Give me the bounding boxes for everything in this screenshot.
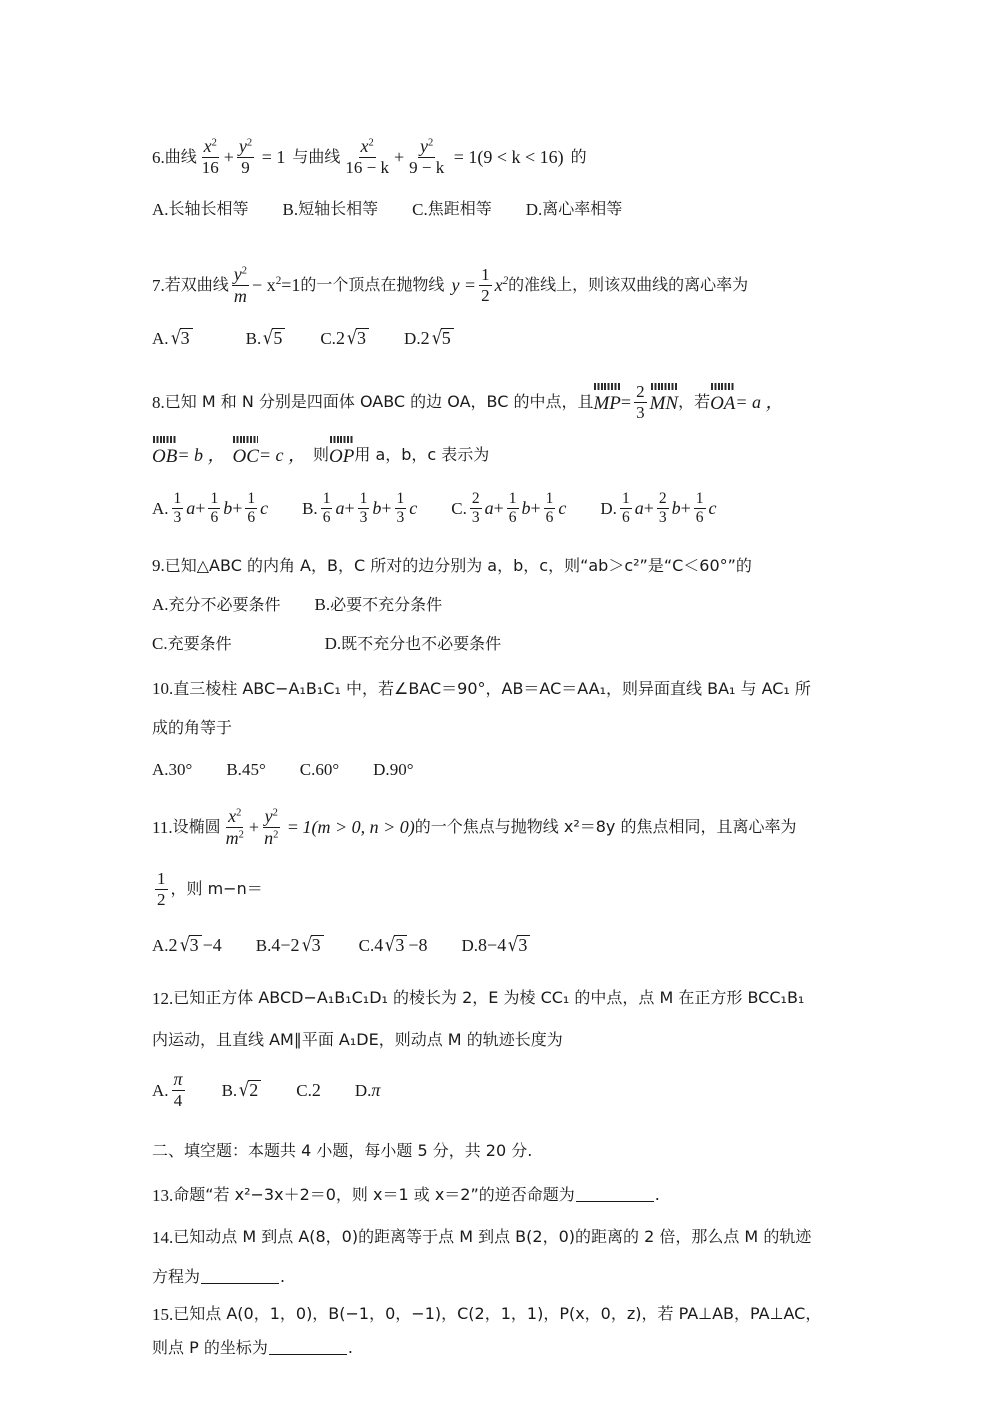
q6-option-b-label: B. — [282, 199, 299, 219]
question-13-answer-blank[interactable] — [576, 1188, 654, 1202]
q11-option-a-label: A. — [152, 935, 169, 955]
question-14-answer-blank[interactable] — [201, 1270, 279, 1284]
q12-option-b-sqrt: √ 2 — [238, 1080, 261, 1100]
q6-rhs-1: 1 — [276, 147, 286, 167]
question-14-line2 — [152, 1257, 864, 1297]
q11-option-c-pre: 4 — [374, 935, 384, 955]
question-15-answer-blank[interactable] — [269, 1341, 347, 1355]
q6-option-a-label: A. — [152, 199, 169, 219]
q11-option-c-post: −8 — [408, 935, 428, 955]
q8-option-a-label: A. — [152, 498, 169, 518]
q9-option-d-text: 既不充分也不必要条件 — [341, 633, 502, 653]
question-6 — [152, 128, 864, 232]
q7-option-d-coef: 2 — [420, 328, 430, 348]
question-9-options-row2 — [152, 624, 864, 663]
q8-line2-end: 用 a，b，c 表示为 — [354, 445, 490, 464]
q9-option-a-label: A. — [152, 595, 169, 614]
q8-option-c-label: C. — [451, 498, 467, 518]
question-14-line1 — [152, 1217, 864, 1257]
q11-option-c-label: C. — [358, 935, 375, 955]
question-11-stem-line2 — [152, 857, 864, 921]
q11-fraction-y2-n2: $\frac{y^2}{n^2}$ — [264, 805, 279, 848]
question-8-line1-text: 已知 M 和 N 分别是四面体 OABC 的边 OA，BC 的中点，且 — [164, 392, 594, 411]
question-14-period: . — [280, 1267, 286, 1286]
question-6-stem — [152, 128, 864, 186]
vector-arrow-icon — [594, 383, 619, 390]
question-8-stem-line2 — [152, 428, 864, 482]
q7-y-equals: y = — [451, 275, 477, 295]
q6-plus-2: + — [393, 147, 405, 167]
q7-option-c-label: C. — [320, 328, 336, 348]
question-12-number: 12. — [152, 988, 174, 1008]
question-9-options-row1 — [152, 585, 864, 624]
q8-line2-mid: 则 — [313, 445, 330, 464]
q11-fraction-one-half: $\frac{1}{2}$ — [157, 868, 166, 909]
q7-equals-one: =1 — [281, 275, 301, 295]
vector-mp: MP — [593, 392, 620, 413]
q7-option-b-sqrt: √ 5 — [262, 328, 285, 348]
vector-mn: MN — [650, 392, 679, 413]
q6-equals-1: = — [257, 147, 277, 167]
q11-rhs: 1(m > 0, n > 0) — [302, 817, 415, 837]
q11-equals: = — [283, 817, 303, 837]
q7-minus-x-squared: − $x^2$ — [252, 275, 282, 295]
q8-a-term3-frac: $\frac{1}{6}$ — [247, 489, 256, 526]
question-9-stem — [152, 546, 864, 585]
q8-a-term2-var: b — [223, 498, 233, 518]
q12-option-c-text: 2 — [311, 1080, 321, 1100]
q8-b-term3-frac: $\frac{1}{3}$ — [396, 489, 405, 526]
vector-arrow-icon — [711, 383, 734, 390]
question-14-line2-before: 方程为 — [152, 1267, 201, 1286]
question-7-stem-a: 若双曲线 — [164, 275, 229, 294]
question-10 — [152, 669, 864, 791]
question-9-stem-text: 已知△ABC 的内角 A，B，C 所对的边分别为 a，b，c，则“ab＞c²”是“C＜60°”的 — [164, 555, 752, 575]
q8-d-term2-frac: $\frac{2}{3}$ — [658, 489, 667, 526]
q11-option-b-sqrt: √ 3 — [301, 935, 324, 955]
section-2-heading-text: 二、填空题：本题共 4 小题，每小题 5 分，共 20 分. — [152, 1141, 533, 1160]
question-11-stem-a: 设椭圆 — [172, 817, 221, 836]
question-15-number: 15. — [152, 1304, 174, 1324]
question-15-line1 — [152, 1297, 864, 1331]
q8-d-term1-var: a — [634, 498, 644, 518]
q12-option-d-label: D. — [354, 1080, 372, 1100]
question-7-options — [152, 316, 864, 360]
q8-c-term3-var: c — [558, 498, 567, 518]
q6-option-d-text: 离心率相等 — [542, 199, 623, 218]
q6-fraction-x2-16: $\frac{x^2}{16}$ — [201, 136, 219, 178]
q7-option-d-label: D. — [404, 328, 421, 348]
question-12-options — [152, 1061, 864, 1119]
q8-b-term3-var: c — [409, 498, 418, 518]
q8-a-term1-var: a — [186, 498, 196, 518]
q8-d-term1-frac: $\frac{1}{6}$ — [621, 489, 630, 526]
q8-b-term1-var: a — [335, 498, 345, 518]
q10-option-a-text: 30° — [168, 759, 193, 779]
question-8-number: 8. — [152, 392, 165, 412]
question-6-options — [152, 186, 864, 232]
question-7-stem-c: 的准线上，则该双曲线的离心率为 — [508, 275, 749, 294]
q11-option-a-post: −4 — [202, 935, 222, 955]
q10-option-d-text: 90° — [389, 759, 414, 779]
q8-oa-equals-a: = a ， — [735, 392, 784, 412]
question-9 — [152, 546, 864, 663]
q8-c-term2-frac: $\frac{1}{6}$ — [508, 489, 517, 526]
q9-option-a-text: 充分不必要条件 — [168, 594, 281, 614]
section-2-heading — [152, 1129, 864, 1173]
q10-option-c-label: C. — [299, 759, 316, 779]
q10-option-b-text: 45° — [241, 759, 266, 779]
q6-fraction-x2-16k: $\frac{x^2}{16 - k}$ — [345, 136, 389, 178]
question-12-line1: 已知正方体 ABCD−A₁B₁C₁D₁ 的棱长为 2，E 为棱 CC₁ 的中点，点 M 在正方形 BCC₁B₁ — [173, 988, 805, 1007]
question-14-number: 14. — [152, 1227, 174, 1247]
question-9-number: 9. — [152, 556, 165, 575]
question-13 — [152, 1173, 864, 1217]
vector-op: OP — [329, 445, 354, 466]
section-2 — [152, 1129, 864, 1365]
question-8 — [152, 376, 864, 534]
q11-option-d-sqrt: √ 3 — [507, 935, 530, 955]
q12-option-a-frac: $\frac{\pi}{4}$ — [173, 1069, 183, 1111]
q10-option-a-label: A. — [152, 759, 169, 779]
q8-d-term2-var: b — [671, 498, 681, 518]
q8-equals: = — [620, 392, 632, 412]
question-10-line1: 直三棱柱 ABC−A₁B₁C₁ 中，若∠BAC＝90°，AB＝AC＝AA₁，则异面直线 BA₁ 与 AC₁ 所 — [173, 678, 811, 698]
vector-arrow-icon — [233, 436, 257, 443]
question-7 — [152, 254, 864, 360]
question-11-stem-c: ，则 m−n＝ — [170, 879, 263, 898]
q10-option-c-text: 60° — [315, 759, 340, 779]
q6-option-d-label: D. — [525, 199, 543, 219]
q6-option-a-text: 长轴长相等 — [168, 199, 249, 218]
question-12 — [152, 977, 864, 1119]
q11-option-c-sqrt: √ 3 — [384, 935, 407, 955]
q11-plus: + — [248, 817, 260, 837]
q9-option-c-label: C. — [152, 634, 168, 653]
q8-option-d-label: D. — [600, 498, 617, 518]
question-10-stem-line2 — [152, 708, 864, 747]
q7-option-a-sqrt: √ 3 — [170, 328, 193, 348]
q8-c-term3-frac: $\frac{1}{6}$ — [545, 489, 554, 526]
vector-arrow-icon — [651, 383, 678, 390]
question-11-options — [152, 921, 864, 969]
question-6-stem-prefix: 曲线 — [164, 147, 197, 166]
q8-option-b-label: B. — [302, 498, 318, 518]
q8-b-term2-var: b — [372, 498, 382, 518]
q10-option-b-label: B. — [226, 759, 242, 779]
vector-arrow-icon — [153, 436, 176, 443]
q7-fraction-y2-m: $\frac{y^2}{m}$ — [233, 263, 248, 306]
vector-oc: OC — [232, 445, 258, 466]
question-13-text: 命题“若 x²−3x＋2＝0，则 x＝1 或 x＝2”的逆否命题为 — [173, 1185, 575, 1204]
question-15-period: . — [347, 1338, 353, 1357]
q6-option-b-text: 短轴长相等 — [298, 199, 379, 218]
question-8-stem-line1 — [152, 376, 864, 428]
q7-fraction-one-half: $\frac{1}{2}$ — [481, 264, 490, 305]
q6-plus-1: + — [223, 147, 234, 167]
question-11-number: 11. — [152, 817, 173, 837]
question-7-number: 7. — [152, 275, 165, 295]
question-10-line2: 成的角等于 — [152, 717, 233, 737]
q9-option-d-label: D. — [324, 634, 342, 653]
question-7-stem — [152, 254, 864, 316]
document-body — [152, 128, 864, 1365]
q6-option-c-text: 焦距相等 — [427, 199, 492, 218]
question-10-number: 10. — [152, 679, 174, 698]
q9-option-b-label: B. — [314, 595, 331, 614]
q8-d-term3-var: c — [708, 498, 717, 518]
q11-option-d-label: D. — [461, 935, 479, 955]
question-11-stem-b: 的一个焦点与抛物线 x²＝8y 的焦点相同，且离心率为 — [414, 817, 797, 836]
q6-equals-2: = — [449, 147, 469, 167]
q8-comma-ruo: ，若 — [678, 392, 711, 411]
question-6-stem-suffix: 的 — [570, 147, 587, 166]
q8-b-term2-frac: $\frac{1}{3}$ — [359, 489, 368, 526]
q8-ob-equals-b: = b ， — [177, 445, 226, 465]
question-6-number: 6. — [152, 147, 165, 167]
q10-option-d-label: D. — [373, 759, 390, 779]
vector-oa: OA — [710, 392, 735, 413]
q8-fraction-two-thirds: $\frac{2}{3}$ — [636, 381, 645, 422]
question-12-stem-line1 — [152, 977, 864, 1019]
question-6-mid-text: 与曲线 — [292, 147, 341, 166]
question-12-line2: 内运动，且直线 AM∥平面 A₁DE，则动点 M 的轨迹长度为 — [152, 1030, 563, 1049]
question-10-stem-line1 — [152, 669, 864, 708]
question-15-line2 — [152, 1331, 864, 1365]
q7-option-a-label: A. — [152, 328, 169, 348]
q8-oc-equals-c: = c ， — [258, 445, 307, 465]
q11-option-a-sqrt: √ 3 — [179, 935, 202, 955]
q7-x-squared: $x^2$ — [494, 275, 509, 295]
q8-b-term1-frac: $\frac{1}{6}$ — [322, 489, 331, 526]
q6-fraction-y2-9k: $\frac{y^2}{9 - k}$ — [409, 136, 445, 178]
q11-option-a-pre: 2 — [168, 935, 178, 955]
q7-option-b-label: B. — [245, 328, 262, 348]
q8-c-term2-var: b — [521, 498, 531, 518]
q7-option-d-sqrt: √ 5 — [431, 328, 454, 348]
q7-option-c-sqrt: √ 3 — [346, 328, 369, 348]
q11-option-d-pre: 8−4 — [478, 935, 507, 955]
q9-option-c-text: 充要条件 — [167, 633, 232, 653]
vector-ob: OB — [152, 445, 177, 466]
question-11-stem-line1 — [152, 797, 864, 857]
q9-option-b-text: 必要不充分条件 — [330, 594, 443, 614]
q11-option-b-label: B. — [255, 935, 272, 955]
question-11 — [152, 797, 864, 969]
q11-fraction-x2-m2: $\frac{x^2}{m^2}$ — [225, 805, 244, 848]
q6-rhs-2: 1(9 < k < 16) — [468, 147, 564, 167]
q8-a-term2-frac: $\frac{1}{6}$ — [210, 489, 219, 526]
question-15-line2-before: 则点 P 的坐标为 — [152, 1338, 268, 1357]
question-14-line1-text: 已知动点 M 到点 A(8，0)的距离等于点 M 到点 B(2，0)的距离的 2 倍，那么点 M 的轨迹 — [173, 1227, 812, 1246]
q12-option-b-label: B. — [221, 1080, 238, 1100]
q8-a-term3-var: c — [260, 498, 269, 518]
question-8-options: A. $\frac{1}{3}$ a + $\frac{1}{6}$ b + $\frac{1}{6}$ c B. $\frac{1}{6}$ a + $\frac{1}{3}$ b + $\frac{1}{3}$ c C. $\frac{2}{3}$ a + $\frac{1}{6}$ b + $\frac{1}{6}$ c D. $\frac{1}{6}$ a + $\frac{2}{3}$ b + $\frac{1}{6}$ c — [152, 489, 717, 526]
q8-a-term1-frac: $\frac{1}{3}$ — [173, 489, 182, 526]
vector-arrow-icon — [330, 436, 353, 443]
question-13-number: 13. — [152, 1185, 174, 1205]
q12-option-c-label: C. — [296, 1080, 312, 1100]
q8-d-term3-frac: $\frac{1}{6}$ — [695, 489, 704, 526]
question-15-line1-text: 已知点 A(0，1，0)，B(−1，0，−1)，C(2，1，1)，P(x，0，z)，若 PA⊥AB，PA⊥AC， — [173, 1304, 822, 1323]
q7-option-c-coef: 2 — [335, 328, 345, 348]
question-10-options — [152, 747, 864, 791]
question-12-stem-line2 — [152, 1019, 864, 1061]
q6-option-c-label: C. — [412, 199, 428, 219]
q8-c-term1-var: a — [484, 498, 494, 518]
question-7-stem-b: 的一个顶点在抛物线 — [300, 275, 445, 294]
question-13-period: . — [654, 1185, 660, 1204]
q12-option-d-text: π — [371, 1080, 381, 1100]
q11-option-b-pre: 4−2 — [271, 935, 300, 955]
q12-option-a-label: A. — [152, 1080, 169, 1100]
q6-fraction-y2-9: $\frac{y^2}{9}$ — [238, 136, 253, 178]
q8-c-term1-frac: $\frac{2}{3}$ — [471, 489, 480, 526]
